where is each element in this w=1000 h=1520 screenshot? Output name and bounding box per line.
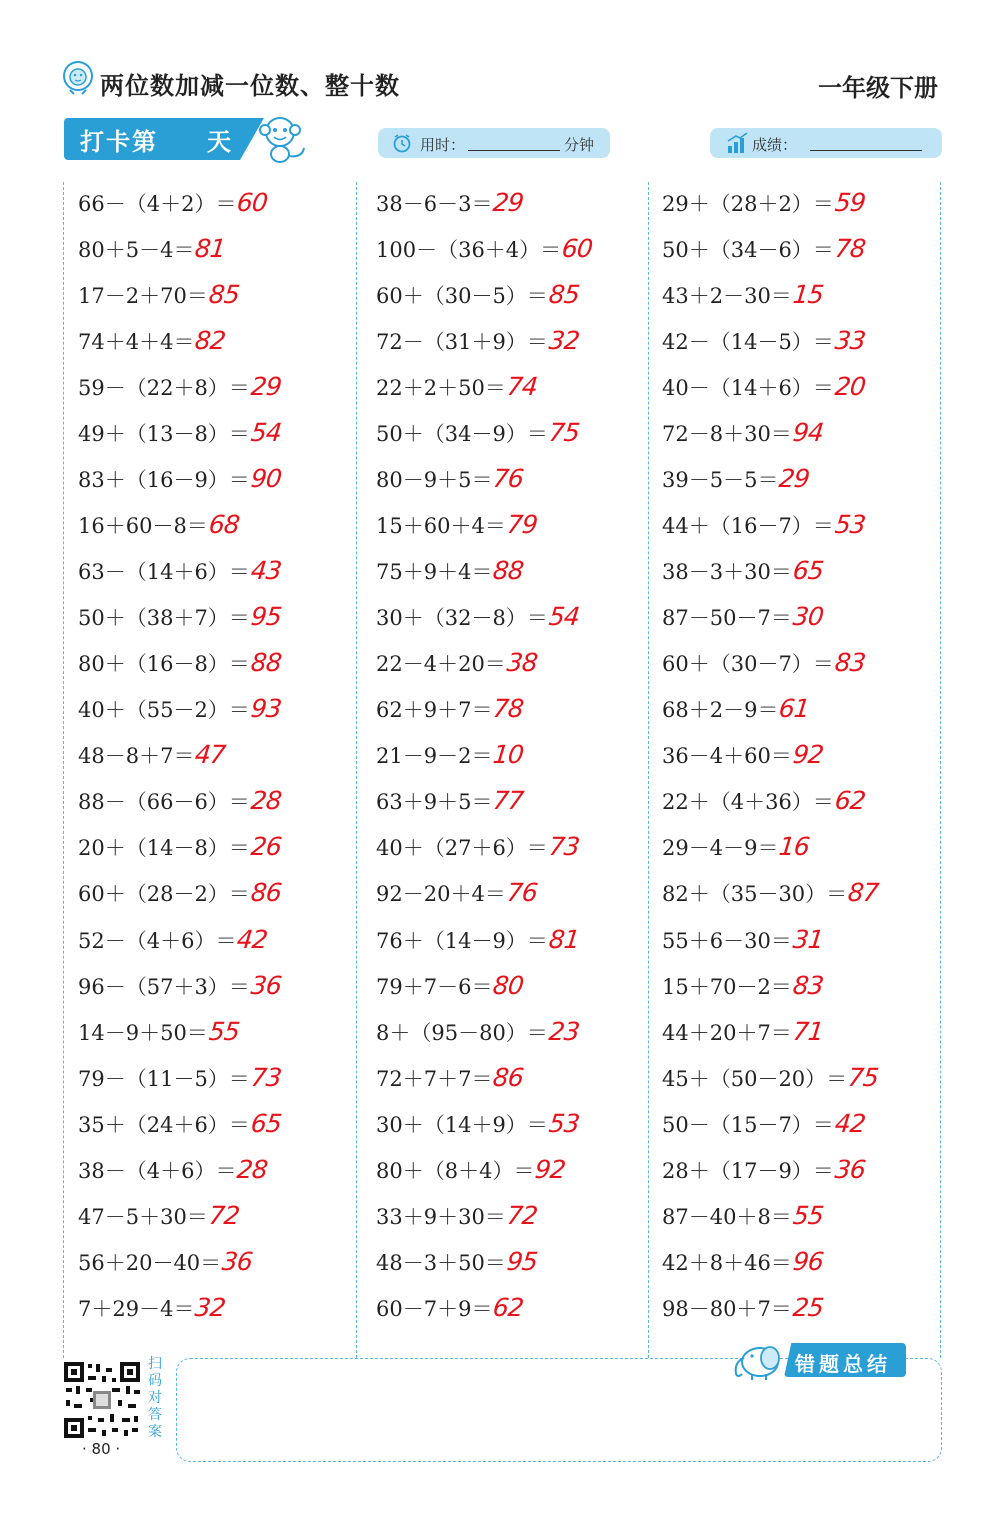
problem-row bbox=[662, 1055, 878, 1101]
handwritten-answer: 60 bbox=[235, 188, 269, 217]
problem-expression: 59－（22＋8）＝ bbox=[78, 376, 250, 401]
problem-row bbox=[78, 180, 281, 226]
problem-expression: 62＋9＋7＝ bbox=[376, 698, 493, 723]
problem-row bbox=[662, 824, 878, 870]
page-number: · 80 · bbox=[82, 1440, 121, 1458]
problem-expression: 15＋70－2＝ bbox=[662, 974, 792, 999]
summary-label: 错题总结 bbox=[795, 1352, 891, 1376]
handwritten-answer: 73 bbox=[547, 832, 581, 862]
problem-row bbox=[78, 963, 281, 1009]
problem-row bbox=[376, 1285, 592, 1331]
problem-row bbox=[78, 502, 281, 548]
problem-row bbox=[376, 410, 592, 456]
handwritten-answer: 29 bbox=[491, 188, 525, 217]
problem-expression: 80＋（16－8）＝ bbox=[78, 652, 250, 677]
handwritten-answer: 77 bbox=[491, 786, 525, 816]
elephant-icon bbox=[730, 1338, 788, 1382]
problem-row bbox=[376, 364, 592, 410]
handwritten-answer: 62 bbox=[491, 1292, 525, 1322]
score-label: 成绩： bbox=[752, 136, 798, 154]
handwritten-answer: 61 bbox=[777, 694, 811, 724]
handwritten-answer: 62 bbox=[833, 786, 867, 816]
problem-row bbox=[376, 1009, 592, 1055]
handwritten-answer: 20 bbox=[833, 372, 867, 402]
problem-expression: 20＋（14－8）＝ bbox=[78, 836, 250, 861]
problem-row bbox=[376, 594, 592, 640]
handwritten-answer: 80 bbox=[491, 970, 525, 1000]
checkin-day-label: 天 bbox=[207, 128, 231, 156]
handwritten-answer: 47 bbox=[193, 740, 227, 770]
handwritten-answer: 79 bbox=[505, 510, 539, 540]
handwritten-answer: 68 bbox=[207, 510, 241, 540]
score-blank[interactable] bbox=[810, 150, 922, 151]
problem-expression: 8＋（95－80）＝ bbox=[376, 1020, 548, 1045]
checkin-label: 打卡第 bbox=[80, 128, 158, 156]
problem-expression: 42－（14－5）＝ bbox=[662, 330, 834, 355]
handwritten-answer: 25 bbox=[791, 1292, 825, 1322]
problem-expression: 22＋（4＋36）＝ bbox=[662, 790, 834, 815]
problem-row bbox=[78, 548, 281, 594]
problem-row bbox=[376, 686, 592, 732]
handwritten-answer: 28 bbox=[249, 786, 283, 816]
problem-row bbox=[662, 594, 878, 640]
handwritten-answer: 54 bbox=[249, 418, 283, 448]
problem-row bbox=[662, 1147, 878, 1193]
problem-expression: 16＋60－8＝ bbox=[78, 514, 208, 539]
qr-code-icon[interactable] bbox=[62, 1360, 142, 1440]
problem-expression: 79－（11－5）＝ bbox=[78, 1066, 250, 1091]
problem-expression: 80＋（8＋4）＝ bbox=[376, 1158, 535, 1183]
handwritten-answer: 32 bbox=[547, 326, 581, 356]
handwritten-answer: 42 bbox=[833, 1108, 867, 1138]
problem-expression: 60＋（30－7）＝ bbox=[662, 652, 834, 677]
handwritten-answer: 93 bbox=[249, 694, 283, 724]
handwritten-answer: 65 bbox=[249, 1108, 283, 1138]
handwritten-answer: 36 bbox=[220, 1246, 254, 1276]
problem-row bbox=[376, 917, 592, 963]
problem-row bbox=[662, 502, 878, 548]
handwritten-answer: 38 bbox=[505, 648, 539, 678]
handwritten-answer: 28 bbox=[235, 1154, 269, 1184]
problem-expression: 55＋6－30＝ bbox=[662, 928, 792, 953]
problem-row bbox=[78, 778, 281, 824]
problem-expression: 49＋（13－8）＝ bbox=[78, 422, 250, 447]
problem-expression: 87－50－7＝ bbox=[662, 606, 792, 631]
handwritten-answer: 55 bbox=[791, 1200, 825, 1230]
problem-expression: 42＋8＋46＝ bbox=[662, 1250, 792, 1275]
problem-expression: 22－4＋20＝ bbox=[376, 652, 506, 677]
handwritten-answer: 92 bbox=[791, 740, 825, 770]
problem-expression: 72－8＋30＝ bbox=[662, 422, 792, 447]
problem-row bbox=[78, 410, 281, 456]
column-divider bbox=[648, 182, 649, 1358]
handwritten-answer: 26 bbox=[249, 832, 283, 862]
problem-row bbox=[78, 1193, 281, 1239]
handwritten-answer: 36 bbox=[249, 970, 283, 1000]
handwritten-answer: 76 bbox=[491, 464, 525, 494]
handwritten-answer: 54 bbox=[547, 602, 581, 632]
handwritten-answer: 16 bbox=[777, 832, 811, 862]
problem-row bbox=[376, 778, 592, 824]
problem-row bbox=[78, 1055, 281, 1101]
problem-expression: 30＋（32－8）＝ bbox=[376, 606, 548, 631]
handwritten-answer: 30 bbox=[791, 602, 825, 632]
problem-expression: 74＋4＋4＝ bbox=[78, 330, 195, 355]
scan-answer-label: 扫码对答案 bbox=[148, 1356, 162, 1440]
problem-row bbox=[78, 1009, 281, 1055]
problem-row bbox=[662, 410, 878, 456]
problem-expression: 87－40＋8＝ bbox=[662, 1204, 792, 1229]
problem-row bbox=[662, 1193, 878, 1239]
problem-row bbox=[78, 1239, 281, 1285]
problem-expression: 68＋2－9＝ bbox=[662, 698, 779, 723]
problem-row bbox=[78, 686, 281, 732]
handwritten-answer: 53 bbox=[833, 510, 867, 540]
problem-row bbox=[78, 318, 281, 364]
problem-row bbox=[376, 870, 592, 916]
problem-row bbox=[662, 732, 878, 778]
problem-expression: 66－（4＋2）＝ bbox=[78, 192, 237, 216]
problem-expression: 72－（31＋9）＝ bbox=[376, 330, 548, 355]
handwritten-answer: 33 bbox=[833, 326, 867, 356]
handwritten-answer: 94 bbox=[791, 418, 825, 448]
problem-expression: 40－（14＋6）＝ bbox=[662, 376, 834, 401]
problem-row bbox=[376, 180, 592, 226]
problem-expression: 92－20＋4＝ bbox=[376, 882, 506, 907]
problem-row bbox=[662, 640, 878, 686]
problem-row bbox=[376, 318, 592, 364]
column-divider bbox=[940, 182, 941, 1358]
column-divider bbox=[356, 182, 357, 1358]
problem-row bbox=[376, 456, 592, 502]
time-blank[interactable] bbox=[468, 150, 560, 151]
handwritten-answer: 76 bbox=[505, 878, 539, 908]
problem-expression: 50＋（34－9）＝ bbox=[376, 422, 548, 447]
problem-expression: 44＋（16－7）＝ bbox=[662, 514, 834, 539]
problem-row bbox=[376, 1101, 592, 1147]
handwritten-answer: 95 bbox=[505, 1246, 539, 1276]
problem-row bbox=[376, 1193, 592, 1239]
handwritten-answer: 72 bbox=[505, 1200, 539, 1230]
handwritten-answer: 86 bbox=[249, 878, 283, 908]
problem-expression: 80＋5－4＝ bbox=[78, 238, 195, 263]
problem-row bbox=[376, 1055, 592, 1101]
problem-row bbox=[662, 180, 878, 226]
problem-expression: 100－（36＋4）＝ bbox=[376, 238, 562, 263]
handwritten-answer: 71 bbox=[791, 1016, 825, 1046]
problem-expression: 63－（14＋6）＝ bbox=[78, 560, 250, 585]
problem-expression: 88－（66－6）＝ bbox=[78, 790, 250, 815]
handwritten-answer: 60 bbox=[560, 234, 594, 264]
problem-expression: 48－3＋50＝ bbox=[376, 1250, 506, 1275]
problem-expression: 38－6－3＝ bbox=[376, 192, 493, 216]
problem-row bbox=[662, 1239, 878, 1285]
problem-row bbox=[78, 226, 281, 272]
score-field[interactable] bbox=[710, 128, 942, 158]
time-label: 用时： bbox=[420, 136, 466, 154]
handwritten-answer: 72 bbox=[207, 1200, 241, 1230]
problem-row bbox=[376, 272, 592, 318]
problem-row bbox=[78, 870, 281, 916]
problem-row bbox=[376, 963, 592, 1009]
problem-row bbox=[662, 917, 878, 963]
problem-row bbox=[662, 318, 878, 364]
problem-expression: 43＋2－30＝ bbox=[662, 284, 792, 309]
problem-expression: 48－8＋7＝ bbox=[78, 744, 195, 769]
problem-expression: 14－9＋50＝ bbox=[78, 1020, 208, 1045]
handwritten-answer: 59 bbox=[833, 188, 867, 217]
handwritten-answer: 15 bbox=[791, 280, 825, 310]
problem-row bbox=[662, 548, 878, 594]
problem-row bbox=[662, 1285, 878, 1331]
problem-expression: 17－2＋70＝ bbox=[78, 284, 208, 309]
handwritten-answer: 73 bbox=[249, 1062, 283, 1092]
handwritten-answer: 90 bbox=[249, 464, 283, 494]
handwritten-answer: 88 bbox=[249, 648, 283, 678]
page-title: 两位数加减一位数、整十数 bbox=[100, 72, 400, 100]
problem-row bbox=[662, 1101, 878, 1147]
handwritten-answer: 10 bbox=[491, 740, 525, 770]
problem-expression: 22＋2＋50＝ bbox=[376, 376, 506, 401]
handwritten-answer: 75 bbox=[547, 418, 581, 448]
problem-row bbox=[376, 824, 592, 870]
problem-row bbox=[376, 502, 592, 548]
problem-row bbox=[376, 1239, 592, 1285]
handwritten-answer: 82 bbox=[193, 326, 227, 356]
problem-row bbox=[78, 594, 281, 640]
handwritten-answer: 78 bbox=[833, 234, 867, 264]
bar-chart-icon bbox=[726, 132, 750, 154]
problem-expression: 56＋20－40＝ bbox=[78, 1250, 222, 1275]
problem-expression: 35＋（24＋6）＝ bbox=[78, 1112, 250, 1137]
problem-row bbox=[662, 778, 878, 824]
problem-expression: 60＋（30－5）＝ bbox=[376, 284, 548, 309]
time-field[interactable] bbox=[378, 128, 610, 158]
handwritten-answer: 23 bbox=[547, 1016, 581, 1046]
problem-expression: 60＋（28－2）＝ bbox=[78, 882, 250, 907]
handwritten-answer: 53 bbox=[547, 1108, 581, 1138]
problem-expression: 72＋7＋7＝ bbox=[376, 1066, 493, 1091]
problem-row bbox=[662, 963, 878, 1009]
problem-row bbox=[78, 1101, 281, 1147]
handwritten-answer: 96 bbox=[791, 1246, 825, 1276]
problem-column-1 bbox=[78, 180, 281, 1331]
problem-row bbox=[78, 824, 281, 870]
handwritten-answer: 32 bbox=[193, 1292, 227, 1322]
problem-row bbox=[662, 226, 878, 272]
clock-icon bbox=[392, 133, 412, 153]
grade-label: 一年级下册 bbox=[818, 74, 938, 102]
problem-expression: 60－7＋9＝ bbox=[376, 1296, 493, 1321]
problem-expression: 29＋（28＋2）＝ bbox=[662, 192, 834, 216]
problem-row bbox=[376, 640, 592, 686]
problem-expression: 38－（4＋6）＝ bbox=[78, 1158, 237, 1183]
problem-expression: 79＋7－6＝ bbox=[376, 974, 493, 999]
problem-expression: 15＋60＋4＝ bbox=[376, 514, 506, 539]
lion-logo-icon bbox=[62, 60, 94, 96]
handwritten-answer: 86 bbox=[491, 1062, 525, 1092]
problem-row bbox=[662, 870, 878, 916]
problem-expression: 50－（15－7）＝ bbox=[662, 1112, 834, 1137]
problem-row bbox=[662, 364, 878, 410]
problem-expression: 50＋（38＋7）＝ bbox=[78, 606, 250, 631]
problem-column-3 bbox=[662, 180, 878, 1331]
problem-expression: 47－5＋30＝ bbox=[78, 1204, 208, 1229]
problem-row bbox=[78, 640, 281, 686]
handwritten-answer: 29 bbox=[249, 372, 283, 402]
problem-row bbox=[78, 456, 281, 502]
problem-row bbox=[662, 272, 878, 318]
problem-row bbox=[662, 1009, 878, 1055]
problem-row bbox=[376, 1147, 592, 1193]
problem-expression: 45＋（50－20）＝ bbox=[662, 1066, 848, 1091]
time-unit: 分钟 bbox=[564, 136, 595, 154]
problem-expression: 30＋（14＋9）＝ bbox=[376, 1112, 548, 1137]
problem-row bbox=[662, 456, 878, 502]
handwritten-answer: 43 bbox=[249, 556, 283, 586]
handwritten-answer: 85 bbox=[547, 280, 581, 310]
problem-expression: 44＋20＋7＝ bbox=[662, 1020, 792, 1045]
problem-expression: 98－80＋7＝ bbox=[662, 1296, 792, 1321]
monkey-icon bbox=[254, 112, 310, 164]
column-divider bbox=[63, 182, 64, 1358]
problem-row bbox=[78, 917, 281, 963]
problem-expression: 38－3＋30＝ bbox=[662, 560, 792, 585]
problem-expression: 7＋29－4＝ bbox=[78, 1296, 195, 1321]
problem-expression: 76＋（14－9）＝ bbox=[376, 928, 548, 953]
problem-row bbox=[78, 1147, 281, 1193]
handwritten-answer: 87 bbox=[846, 878, 880, 908]
handwritten-answer: 65 bbox=[791, 556, 825, 586]
handwritten-answer: 81 bbox=[193, 234, 227, 264]
problem-expression: 40＋（55－2）＝ bbox=[78, 698, 250, 723]
problem-expression: 63＋9＋5＝ bbox=[376, 790, 493, 815]
problem-expression: 36－4＋60＝ bbox=[662, 744, 792, 769]
problem-row bbox=[376, 732, 592, 778]
problem-expression: 83＋（16－9）＝ bbox=[78, 468, 250, 493]
handwritten-answer: 83 bbox=[791, 970, 825, 1000]
handwritten-answer: 42 bbox=[235, 924, 269, 954]
handwritten-answer: 83 bbox=[833, 648, 867, 678]
handwritten-answer: 36 bbox=[833, 1154, 867, 1184]
problem-expression: 33＋9＋30＝ bbox=[376, 1204, 506, 1229]
handwritten-answer: 81 bbox=[547, 924, 581, 954]
problem-row bbox=[662, 686, 878, 732]
handwritten-answer: 55 bbox=[207, 1016, 241, 1046]
handwritten-answer: 95 bbox=[249, 602, 283, 632]
handwritten-answer: 75 bbox=[846, 1062, 880, 1092]
problem-expression: 39－5－5＝ bbox=[662, 468, 779, 493]
handwritten-answer: 29 bbox=[777, 464, 811, 494]
problem-expression: 29－4－9＝ bbox=[662, 836, 779, 861]
handwritten-answer: 31 bbox=[791, 924, 825, 954]
handwritten-answer: 74 bbox=[505, 372, 539, 402]
handwritten-answer: 88 bbox=[491, 556, 525, 586]
problem-row bbox=[376, 548, 592, 594]
problem-expression: 82＋（35－30）＝ bbox=[662, 882, 848, 907]
problem-row bbox=[78, 1285, 281, 1331]
handwritten-answer: 85 bbox=[207, 280, 241, 310]
problem-row bbox=[78, 364, 281, 410]
problem-expression: 40＋（27＋6）＝ bbox=[376, 836, 548, 861]
problem-expression: 21－9－2＝ bbox=[376, 744, 493, 769]
problem-expression: 52－（4＋6）＝ bbox=[78, 928, 237, 953]
problem-column-2 bbox=[376, 180, 592, 1331]
problem-expression: 96－（57＋3）＝ bbox=[78, 974, 250, 999]
handwritten-answer: 78 bbox=[491, 694, 525, 724]
problem-expression: 28＋（17－9）＝ bbox=[662, 1158, 834, 1183]
handwritten-answer: 92 bbox=[533, 1154, 567, 1184]
problem-row bbox=[78, 272, 281, 318]
problem-expression: 75＋9＋4＝ bbox=[376, 560, 493, 585]
problem-row bbox=[376, 226, 592, 272]
problem-expression: 50＋（34－6）＝ bbox=[662, 238, 834, 263]
problem-expression: 80－9＋5＝ bbox=[376, 468, 493, 493]
problem-row bbox=[78, 732, 281, 778]
